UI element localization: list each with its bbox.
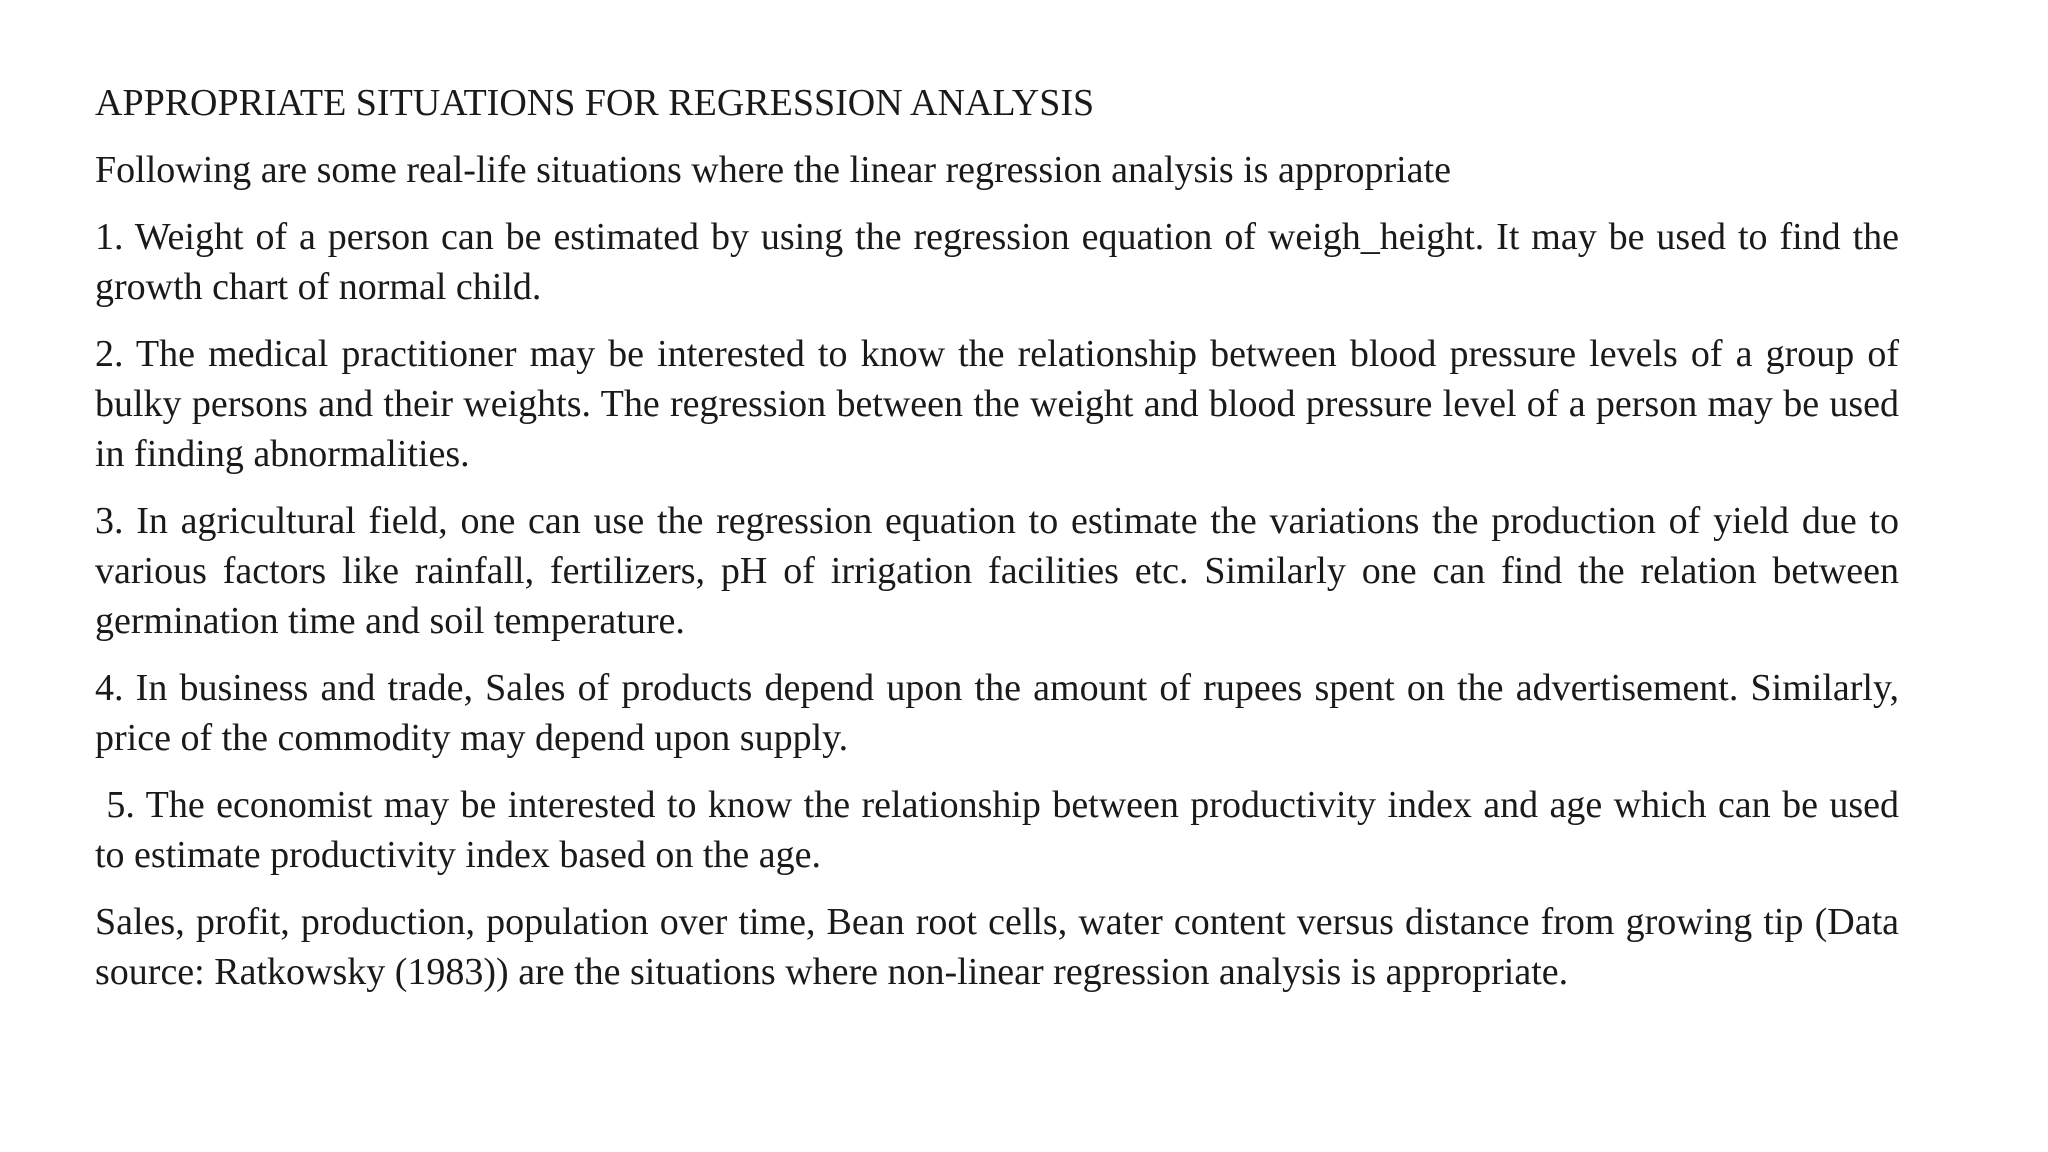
document-body <box>95 78 1909 1014</box>
list-item-4: 4. In business and trade, Sales of products depend upon the amount of rupees spent on the advertisement. Similarly, price of the commodity may depend upon supply. <box>95 667 1899 759</box>
list-item-2: 2. The medical practitioner may be interested to know the relationship between blood pressure levels of a group of bulky persons and their weights. The regression between the weight and blood pressure level of a person may be used in finding abnormalities. <box>95 333 1899 475</box>
list-item-5: 5. The economist may be interested to know the relationship between productivity index and age which can be used to estimate productivity index based on the age. <box>95 784 1909 876</box>
closing-paragraph: Sales, profit, production, population over time, Bean root cells, water content versus distance from growing tip (Data source: Ratkowsky (1983)) are the situations where non-linear regression analysis is appropriate. <box>95 901 1899 993</box>
intro-paragraph: Following are some real-life situations where the linear regression analysis is appropriate <box>95 149 1451 191</box>
list-item-3: 3. In agricultural field, one can use the regression equation to estimate the variations the production of yield due to various factors like rainfall, fertilizers, pH of irrigation facilities etc. Similarly one can find the relation between germination time and soil temperature. <box>95 500 1899 642</box>
list-item-1: 1. Weight of a person can be estimated by using the regression equation of weigh_height. It may be used to find the growth chart of normal child. <box>95 216 1899 308</box>
document-title: APPROPRIATE SITUATIONS FOR REGRESSION ANALYSIS <box>95 82 1095 124</box>
